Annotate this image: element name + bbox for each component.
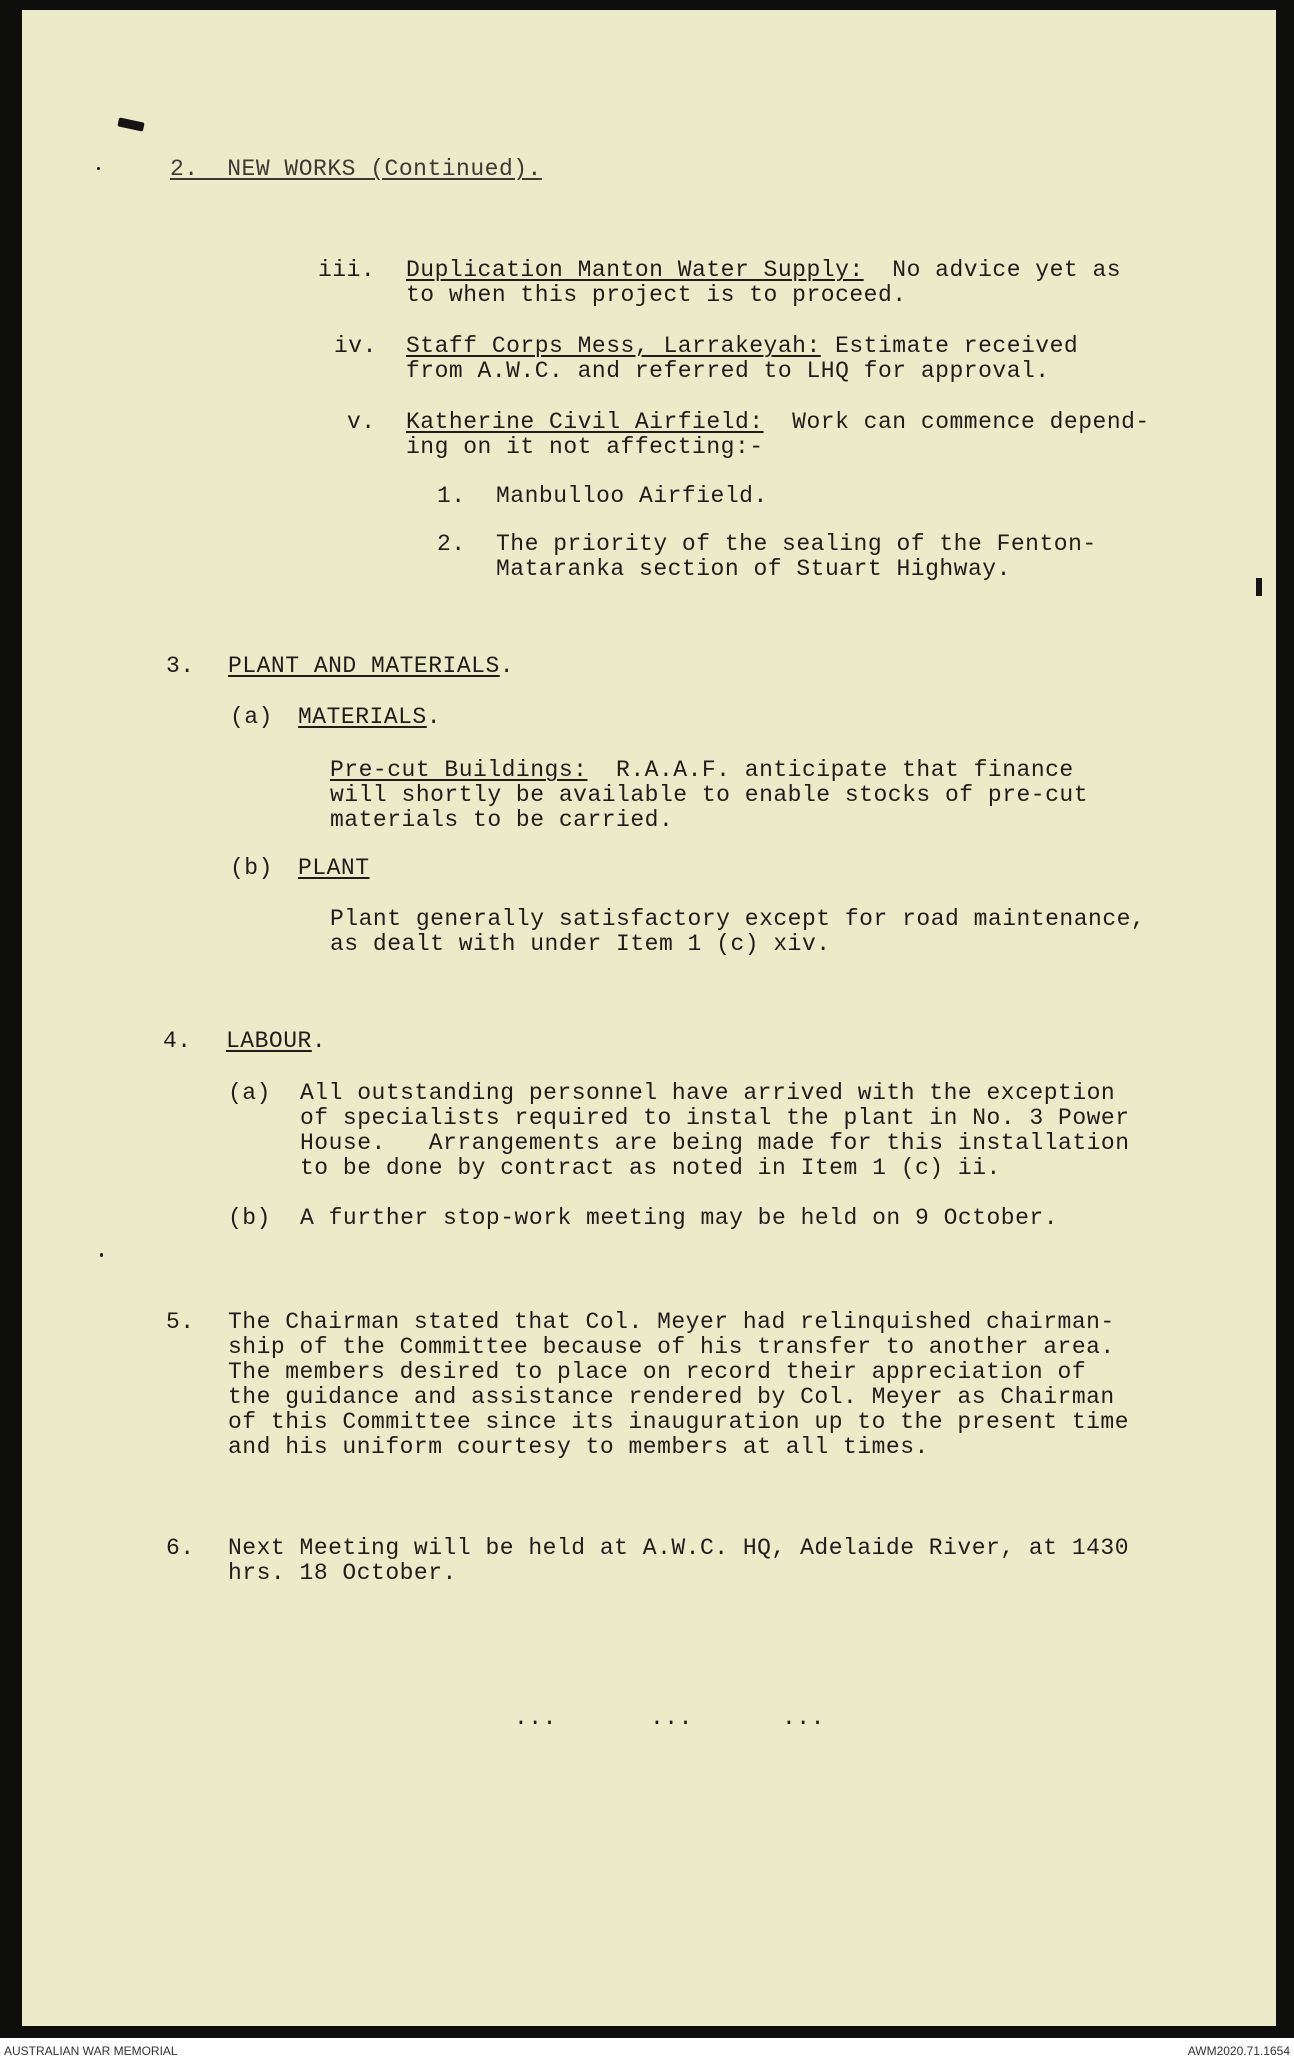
section-3a-heading-line: MATERIALS. xyxy=(298,704,442,730)
section-4a-label: (a) xyxy=(228,1080,271,1106)
scan-border-top xyxy=(0,0,1294,10)
section-3a-label: (a) xyxy=(230,704,273,730)
section-4b-text: A further stop-work meeting may be held on 9 October. xyxy=(300,1205,1059,1231)
section-6-line1: Next Meeting will be held at A.W.C. HQ, Adelaide River, at 1430 xyxy=(228,1535,1130,1561)
item-iii-numeral: iii. xyxy=(318,257,376,283)
subitem-2-line2: Mataranka section of Stuart Highway. xyxy=(496,556,1011,582)
section-5-line2: ship of the Committee because of his transfer to another area. xyxy=(228,1334,1115,1360)
section-3b-line2: as dealt with under Item 1 (c) xiv. xyxy=(330,931,831,957)
section-5-line3: The members desired to place on record their appreciation of xyxy=(228,1359,1087,1385)
item-iv-line1: Staff Corps Mess, Larrakeyah: Estimate received xyxy=(406,333,1079,359)
section-4-heading-line: LABOUR. xyxy=(226,1028,327,1054)
scan-border-bottom xyxy=(0,2026,1294,2038)
section-5-line4: the guidance and assistance rendered by Col. Meyer as Chairman xyxy=(228,1384,1115,1410)
section-3b-heading: PLANT xyxy=(298,855,370,881)
item-v-line2: ing on it not affecting:- xyxy=(406,434,764,460)
item-v-line1: Katherine Civil Airfield: Work can commence depend- xyxy=(406,409,1150,435)
section-6-number: 6. xyxy=(166,1535,195,1561)
subitem-2-line1: The priority of the sealing of the Fenton- xyxy=(496,531,1097,557)
punch-mark xyxy=(117,117,144,131)
section-5-line6: and his uniform courtesy to members at all times. xyxy=(228,1434,929,1460)
item-iv-numeral: iv. xyxy=(334,333,377,359)
section-3a-heading: MATERIALS xyxy=(298,704,427,730)
end-mark: ... xyxy=(650,1705,693,1731)
section-5-number: 5. xyxy=(166,1309,195,1335)
section-5-line1: The Chairman stated that Col. Meyer had relinquished chairman- xyxy=(228,1309,1115,1335)
item-iii-title: Duplication Manton Water Supply: xyxy=(406,257,864,283)
archive-name: AUSTRALIAN WAR MEMORIAL xyxy=(4,2044,178,2058)
section-4a-line3: House. Arrangements are being made for this installation xyxy=(300,1130,1130,1156)
section-6-line2: hrs. 18 October. xyxy=(228,1560,457,1586)
section-3a-line2: will shortly be available to enable stocks of pre-cut xyxy=(330,782,1089,808)
section-4a-line4: to be done by contract as noted in Item 1 (c) ii. xyxy=(300,1155,1001,1181)
archive-id: AWM2020.71.1654 xyxy=(1187,2044,1290,2058)
scan-border-left xyxy=(0,0,22,2038)
item-iii-line1: Duplication Manton Water Supply: No advice yet as xyxy=(406,257,1122,283)
section-4-heading: LABOUR xyxy=(226,1028,312,1054)
edge-mark xyxy=(1256,578,1262,596)
item-iv-title: Staff Corps Mess, Larrakeyah: xyxy=(406,333,821,359)
section-4a-line1: All outstanding personnel have arrived with the exception xyxy=(300,1080,1116,1106)
section-3a-line1: Pre-cut Buildings: R.A.A.F. anticipate that finance xyxy=(330,757,1074,783)
subitem-2-num: 2. xyxy=(437,531,466,557)
end-mark: ... xyxy=(514,1705,557,1731)
section-3-heading: PLANT AND MATERIALS xyxy=(228,653,500,679)
end-mark: ... xyxy=(782,1705,825,1731)
item-v-title: Katherine Civil Airfield: xyxy=(406,409,764,435)
section-3b-line1: Plant generally satisfactory except for road maintenance, xyxy=(330,906,1146,932)
section-5-line5: of this Committee since its inauguration up to the present time xyxy=(228,1409,1130,1435)
section-3b-label: (b) xyxy=(230,855,273,881)
scan-border-right xyxy=(1276,0,1294,2038)
section-3-heading-line: PLANT AND MATERIALS. xyxy=(228,653,515,679)
dot-mark xyxy=(97,167,100,170)
section-4-number: 4. xyxy=(163,1028,192,1054)
section-3a-line3: materials to be carried. xyxy=(330,807,674,833)
section-4a-line2: of specialists required to instal the plant in No. 3 Power xyxy=(300,1105,1130,1131)
subitem-1-num: 1. xyxy=(437,483,466,509)
section-3-number: 3. xyxy=(166,653,195,679)
section-2-heading: 2. NEW WORKS (Continued). xyxy=(170,156,542,182)
dot-mark xyxy=(100,1253,103,1257)
item-iii-line2: to when this project is to proceed. xyxy=(406,282,907,308)
archive-footer xyxy=(0,2038,1294,2061)
item-iv-line2: from A.W.C. and referred to LHQ for approval. xyxy=(406,358,1050,384)
subitem-1-text: Manbulloo Airfield. xyxy=(496,483,768,509)
item-v-numeral: v. xyxy=(347,409,376,435)
section-3a-title: Pre-cut Buildings: xyxy=(330,757,588,783)
section-4b-label: (b) xyxy=(228,1205,271,1231)
